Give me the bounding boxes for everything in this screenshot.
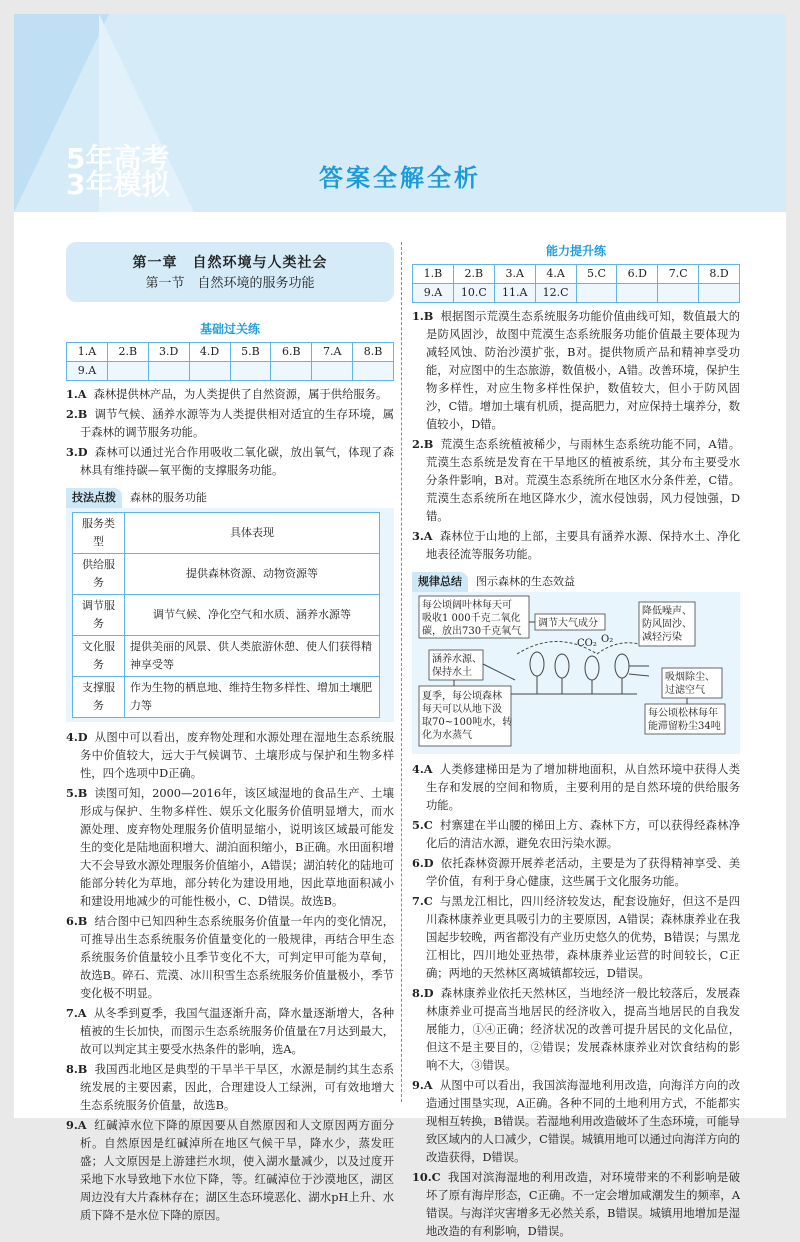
answer-cell: 2.B: [453, 265, 494, 284]
answer-explanation: [412, 307, 740, 434]
answer-cell: [658, 284, 699, 303]
answer-cell: [576, 284, 617, 303]
answer-explanation: [412, 527, 740, 564]
answer-cell: 6.D: [617, 265, 658, 284]
answer-cell: 7.A: [312, 343, 353, 362]
answer-cell: [353, 362, 394, 381]
answer-cell: 8.B: [353, 343, 394, 362]
diagram-label: 调节大气成分: [538, 618, 598, 629]
answer-number: 1.B: [412, 309, 434, 323]
answer-number: 8.B: [66, 1062, 88, 1076]
answer-text: 读图可知，2000—2016年，该区域湿地的食品生产、土壤形成与保护、生物多样性、娱乐文化服务价值明显增大，而水源处理、废弃物处理服务价值明显缩小，说明该区域最可能发生的变化是陆地面积增大、湖泊面积缩小，B正确。水田面积增大不会导致水源处理服务价值缩小，A错误；湖泊转化的陆地可能部分转化为草地，部分转化为建设用地，因此草地面积减小和建设用地减少的可能性极小，C、D错误。故选B。: [80, 787, 394, 908]
answer-explanation: [412, 760, 740, 815]
section-title: 第一节 自然环境的服务功能: [145, 276, 315, 291]
answer-explanation: [66, 1004, 394, 1059]
diagram-label: 每天可以从地下汲: [422, 704, 502, 715]
answer-cell: 5.B: [230, 343, 271, 362]
explanation-list: [412, 760, 740, 1241]
answer-text: 从冬季到夏季，我国气温逐渐升高，降水量逐渐增大，各种植被的生长加快，而图示生态系统服务价值量在7月达到最大，故可以判定其主要受水热条件的影响，选A。: [80, 1007, 394, 1056]
answer-explanation: [66, 443, 394, 480]
answer-number: 3.A: [412, 529, 433, 543]
answer-row: [67, 343, 394, 362]
advanced-answer-table: [412, 264, 740, 303]
diagram-label: 涵养水源、: [432, 654, 482, 665]
answer-explanation: [412, 816, 740, 853]
answer-cell: 4.D: [189, 343, 230, 362]
answer-cell: 1.B: [413, 265, 454, 284]
answer-number: 6.D: [412, 856, 434, 870]
answer-explanation: [66, 1060, 394, 1115]
diagram-label: 降低噪声、: [642, 606, 692, 617]
header-banner: [14, 14, 786, 212]
answer-cell: [230, 362, 271, 381]
diagram-label: 碳，放出730千克氧气: [422, 626, 522, 637]
tree-icons: [517, 642, 649, 695]
answer-number: 8.D: [412, 986, 434, 1000]
answer-row: [413, 284, 740, 303]
diagram-label: CO₂: [577, 638, 597, 649]
answer-cell: [107, 362, 148, 381]
tip-header: [66, 488, 394, 508]
answer-number: 4.D: [66, 730, 88, 744]
basic-title: 基础过关练: [199, 322, 260, 336]
answer-text: 红碱淖水位下降的原因要从自然原因和人文原因两方面分析。自然原因是红碱淖所在地区气候干旱，降水少，蒸发旺盛；人文原因是上游建拦水坝，使入湖水量减少，以及过度开采地下水导致地下水位下降，等。红碱淖位于沙漠地区，湖区周边没有大片森林存在；湖区生态环境恶化、湖水pH上升、水质下降不是水位下降的原因。: [80, 1119, 394, 1222]
diagram-label: 每公顷阔叶林每天可: [422, 600, 512, 611]
explanation-list: [66, 728, 394, 1225]
diagram-label: 每公顷松林每年: [648, 708, 718, 719]
answer-explanation: [66, 405, 394, 442]
column-divider: [401, 242, 402, 1102]
answer-number: 3.D: [66, 445, 88, 459]
answer-number: 6.B: [66, 914, 88, 928]
answer-explanation: [412, 854, 740, 891]
basic-answer-table: [66, 342, 394, 381]
tip-cell: 具体表现: [125, 513, 380, 554]
diagram-label: 减轻污染: [642, 632, 682, 643]
page: [14, 14, 786, 1238]
answer-number: 5.B: [66, 786, 88, 800]
diagram-label: 夏季，每公顷森林: [422, 691, 502, 702]
forest-benefit-diagram: [417, 594, 735, 750]
logo-line: 5年高考: [66, 142, 170, 175]
answer-text: 结合图中已知四种生态系统服务价值量一年内的变化情况，可推导出生态系统服务价值量变化的一般规律，再结合甲生态系统服务价值量较小且季节变化不大，可判定甲可能为草甸，故选B。碎石、荒漠、冰川积雪生态系统服务价值量极小，季节变化极不明显。: [80, 915, 394, 1000]
summary-title: 图示森林的生态效益: [476, 575, 575, 588]
diagram-label: 防风固沙、: [642, 619, 692, 630]
diagram-label: 吸收1 000千克二氧化: [422, 613, 521, 624]
answer-cell: [617, 284, 658, 303]
advanced-title: 能力提升练: [545, 244, 606, 258]
answer-row: [413, 265, 740, 284]
answer-text: 调节气候、涵养水源等为人类提供相对适宜的生存环境，属于森林的调节服务功能。: [80, 408, 394, 439]
answer-cell: [699, 284, 740, 303]
answer-explanation: [412, 1076, 740, 1167]
answer-number: 9.A: [412, 1078, 433, 1092]
answer-text: 从图中可以看出，我国滨海湿地利用改造，向海洋方向的改造通过围垦实现，A正确。各种不同的土地利用方式，不能都实现相互转换，B错误。若湿地利用改造破坏了生态环境，可能导致区域内的人口减少，C错误。城镇用地可以通过向海洋方向的改造获得，D错误。: [426, 1079, 740, 1164]
answer-text: 森林位于山地的上部，主要具有涵养水源、保持水土、净化地表径流等服务功能。: [426, 530, 740, 561]
answer-row: [67, 362, 394, 381]
answer-number: 10.C: [412, 1170, 441, 1184]
summary-tag: 规律总结: [412, 572, 468, 592]
answer-explanation: [66, 728, 394, 783]
answer-explanation: [66, 784, 394, 911]
page-title: 答案全解全析: [319, 164, 481, 192]
answer-cell: 4.A: [535, 265, 576, 284]
answer-number: 9.A: [66, 1118, 87, 1132]
answer-text: 从图中可以看出，废弃物处理和水源处理在湿地生态系统服务中价值较大，远大于气候调节、土壤形成与保护和生物多样性，四个选项中D正确。: [80, 731, 394, 780]
logo-line: 3年模拟: [66, 168, 170, 201]
summary-header: [412, 572, 740, 592]
answer-cell: 9.A: [413, 284, 454, 303]
answer-text: 与黑龙江相比，四川经济较发达，配套设施好，但这不是四川森林康养业更具吸引力的主要原因，A错误；森林康养业在我国起步较晚，两省都没有产业历史悠久的优势，B错误；与黑龙江相比，四川地处亚热带，森林康养业运营的时间较长，C正确；两地的天然林区离城镇都较远，D错误。: [426, 895, 740, 980]
answer-explanation: [412, 984, 740, 1075]
diagram-label: O₂: [601, 634, 614, 645]
answer-cell: 3.D: [148, 343, 189, 362]
diagram-label: 化为水蒸气: [422, 730, 472, 741]
answer-number: 5.C: [412, 818, 433, 832]
answer-number: 4.A: [412, 762, 433, 776]
answer-text: 我国对滨海湿地的利用改造，对环境带来的不利影响是破坏了原有海岸形态，C正确。不一定会增加咸潮发生的频率，A错误。与海洋灾害增多无必然关系，B错误。城镇用地增加是湿地改造的有利影响，D错误。: [426, 1171, 740, 1238]
answer-text: 森林可以通过光合作用吸收二氧化碳，放出氧气，体现了森林具有维持碳—氧平衡的支撑服务功能。: [80, 446, 394, 477]
summary-box: [412, 572, 740, 754]
answer-text: 森林康养业依托天然林区，当地经济一般比较落后，发展森林康养业可提高当地居民的经济收入，提高当地居民的自我发展能力，①④正确；经济状况的改善可提升居民的文化品位，但这不是主要目的，②错误；发展森林康养业对饮食结构的影响不大，③错误。: [426, 987, 740, 1072]
tip-cell: 支撑服务: [73, 677, 125, 718]
tip-cell: 提供森林资源、动物资源等: [125, 554, 380, 595]
answer-cell: 3.A: [494, 265, 535, 284]
answer-cell: 12.C: [535, 284, 576, 303]
answer-number: 7.A: [66, 1006, 87, 1020]
answer-cell: 11.A: [494, 284, 535, 303]
answer-cell: 9.A: [67, 362, 108, 381]
explanation-list: [66, 385, 394, 480]
answer-text: 我国西北地区是典型的干旱半干旱区，水源是制约其生态系统发展的主要因素，因此，合理建设人工绿洲，可有效地增大生态系统服务价值量，故选B。: [80, 1063, 394, 1112]
answer-explanation: [412, 435, 740, 526]
answer-cell: [189, 362, 230, 381]
diagram-label: 过滤空气: [665, 685, 705, 696]
answer-text: 人类修建梯田是为了增加耕地面积，从自然环境中获得人类生存和发展的空间和物质，主要利用的是自然环境的供给服务功能。: [426, 763, 740, 812]
tip-box: [66, 488, 394, 722]
answer-cell: 2.B: [107, 343, 148, 362]
answer-explanation: [66, 1116, 394, 1225]
explanation-list: [412, 307, 740, 564]
answer-text: 村寨建在半山腰的梯田上方、森林下方，可以获得经森林净化后的清洁水源，避免农田污染水源。: [426, 819, 740, 850]
tip-cell: 提供美丽的风景、供人类旅游休憩、使人们获得精神享受等: [125, 636, 380, 677]
answer-text: 依托森林资源开展养老活动，主要是为了获得精神享受、美学价值，有利于身心健康，这些属于文化服务功能。: [426, 857, 740, 888]
answer-cell: 7.C: [658, 265, 699, 284]
right-column: [412, 242, 740, 1242]
answer-cell: [271, 362, 312, 381]
answer-cell: [148, 362, 189, 381]
answer-explanation: [66, 385, 394, 404]
answer-number: 7.C: [412, 894, 433, 908]
answer-number: 2.B: [412, 437, 434, 451]
diagram-label: 取70~100吨水，转: [422, 717, 513, 728]
answer-cell: 5.C: [576, 265, 617, 284]
chapter-title: 第一章 自然环境与人类社会: [132, 255, 328, 271]
answer-text: 荒漠生态系统植被稀少，与雨林生态系统功能不同，A错。荒漠生态系统是发育在干旱地区的植被系统，其分布主要受水分条件影响，B对。荒漠生态系统所在地区水分条件差，C错。荒漠生态系统所在地区降水少，流水侵蚀弱，风力侵蚀强，D错。: [426, 438, 740, 523]
answer-number: 1.A: [66, 387, 87, 401]
answer-number: 2.B: [66, 407, 88, 421]
left-column: [66, 242, 394, 1226]
answer-text: 根据图示荒漠生态系统服务功能价值曲线可知，数值最大的是防风固沙，故图中荒漠生态系统服务功能价值最主要体现为减轻风蚀、防治沙漠扩张，B对。提供物质产品和精神享受功能，对应图中的生态旅游，数值极小，A错。改善环境，保护生物多样性，对应生物多样性保护，数值较大，但小于防风固沙，C错。增加土壤有机质，提高肥力，对应保持土壤养分，数值较小，D错。: [426, 310, 740, 431]
answer-cell: 6.B: [271, 343, 312, 362]
answer-text: 森林提供林产品，为人类提供了自然资源，属于供给服务。: [93, 388, 388, 401]
answer-cell: 1.A: [67, 343, 108, 362]
tip-tag: 技法点拨: [66, 488, 122, 508]
tip-cell: 作为生物的栖息地、维持生物多样性、增加土壤肥力等: [125, 677, 380, 718]
answer-explanation: [412, 892, 740, 983]
diagram-label: 能滞留粉尘34吨: [648, 721, 721, 732]
answer-cell: 10.C: [453, 284, 494, 303]
answer-explanation: [412, 1168, 740, 1241]
diagram-label: 保持水土: [432, 667, 472, 678]
answer-cell: 8.D: [699, 265, 740, 284]
tip-cell: 调节气候、净化空气和水质、涵养水源等: [125, 595, 380, 636]
tip-title: 森林的服务功能: [130, 491, 207, 504]
tip-cell: 服务类型: [73, 513, 125, 554]
diagram-label: 吸烟除尘、: [665, 672, 715, 683]
tip-cell: 供给服务: [73, 554, 125, 595]
chapter-heading: [66, 242, 394, 302]
tip-table: [72, 512, 380, 718]
answer-cell: [312, 362, 353, 381]
tip-cell: 调节服务: [73, 595, 125, 636]
answer-explanation: [66, 912, 394, 1003]
tip-cell: 文化服务: [73, 636, 125, 677]
